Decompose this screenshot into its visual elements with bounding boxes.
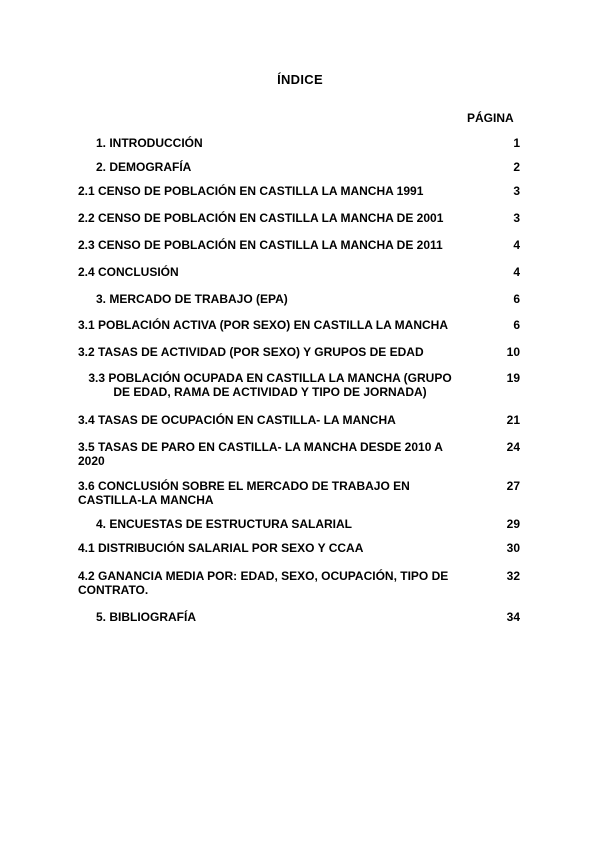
toc-entry-label: 3.3 POBLACIÓN OCUPADA EN CASTILLA LA MANCHA (GRUPO DE EDAD, RAMA DE ACTIVIDAD Y TIPO DE JORNADA) (88, 371, 452, 399)
toc-entry-label: 2.1 CENSO DE POBLACIÓN EN CASTILLA LA MANCHA 1991 (78, 184, 424, 198)
toc-entry-page: 24 (506, 440, 520, 454)
toc-entry-page: 1 (513, 136, 520, 150)
toc-entry-label: 4.2 GANANCIA MEDIA POR: EDAD, SEXO, OCUPACIÓN, TIPO DE CONTRATO. (78, 569, 449, 597)
toc-entry-page: 4 (513, 265, 520, 279)
toc-entry-page: 10 (506, 345, 520, 359)
toc-entry-label: 2.2 CENSO DE POBLACIÓN EN CASTILLA LA MANCHA DE 2001 (78, 211, 444, 225)
toc-entry-label: 3.1 POBLACIÓN ACTIVA (POR SEXO) EN CASTILLA LA MANCHA (78, 318, 449, 332)
toc-entry-page: 34 (506, 610, 520, 624)
toc-entry-label: 4. ENCUESTAS DE ESTRUCTURA SALARIAL (96, 517, 353, 531)
toc-entry-page: 27 (506, 479, 520, 493)
toc-entry-page: 2 (513, 160, 520, 174)
page-title: ÍNDICE (277, 72, 323, 87)
page-column-header: PÁGINA (467, 111, 514, 125)
toc-entry-label: 3.5 TASAS DE PARO EN CASTILLA- LA MANCHA DESDE 2010 A 2020 (78, 440, 443, 468)
toc-entry-label: 2.4 CONCLUSIÓN (78, 265, 179, 279)
toc-entry-label: 3.6 CONCLUSIÓN SOBRE EL MERCADO DE TRABAJO EN CASTILLA-LA MANCHA (78, 479, 410, 507)
toc-entry-page: 6 (513, 318, 520, 332)
toc-entry-label: 3.4 TASAS DE OCUPACIÓN EN CASTILLA- LA MANCHA (78, 413, 396, 427)
toc-entry-label: 3.2 TASAS DE ACTIVIDAD (POR SEXO) Y GRUPOS DE EDAD (78, 345, 424, 359)
toc-entry-page: 29 (506, 517, 520, 531)
toc-entry-page: 21 (506, 413, 520, 427)
toc-entry-page: 32 (506, 569, 520, 583)
toc-entry-label: 2.3 CENSO DE POBLACIÓN EN CASTILLA LA MANCHA DE 2011 (78, 238, 443, 252)
toc-entry-page: 3 (513, 184, 520, 198)
toc-entry-page: 3 (513, 211, 520, 225)
toc-entry-page: 6 (513, 292, 520, 306)
toc-entry-label: 1. INTRODUCCIÓN (96, 136, 203, 150)
toc-entry-page: 19 (506, 371, 520, 385)
toc-entry-page: 30 (506, 541, 520, 555)
toc-entry-label: 4.1 DISTRIBUCIÓN SALARIAL POR SEXO Y CCAA (78, 541, 364, 555)
toc-entry-page: 4 (513, 238, 520, 252)
toc-entry-label: 3. MERCADO DE TRABAJO (EPA) (96, 292, 288, 306)
toc-entry-label: 2. DEMOGRAFÍA (96, 160, 192, 174)
toc-entry-label: 5. BIBLIOGRAFÍA (96, 610, 197, 624)
